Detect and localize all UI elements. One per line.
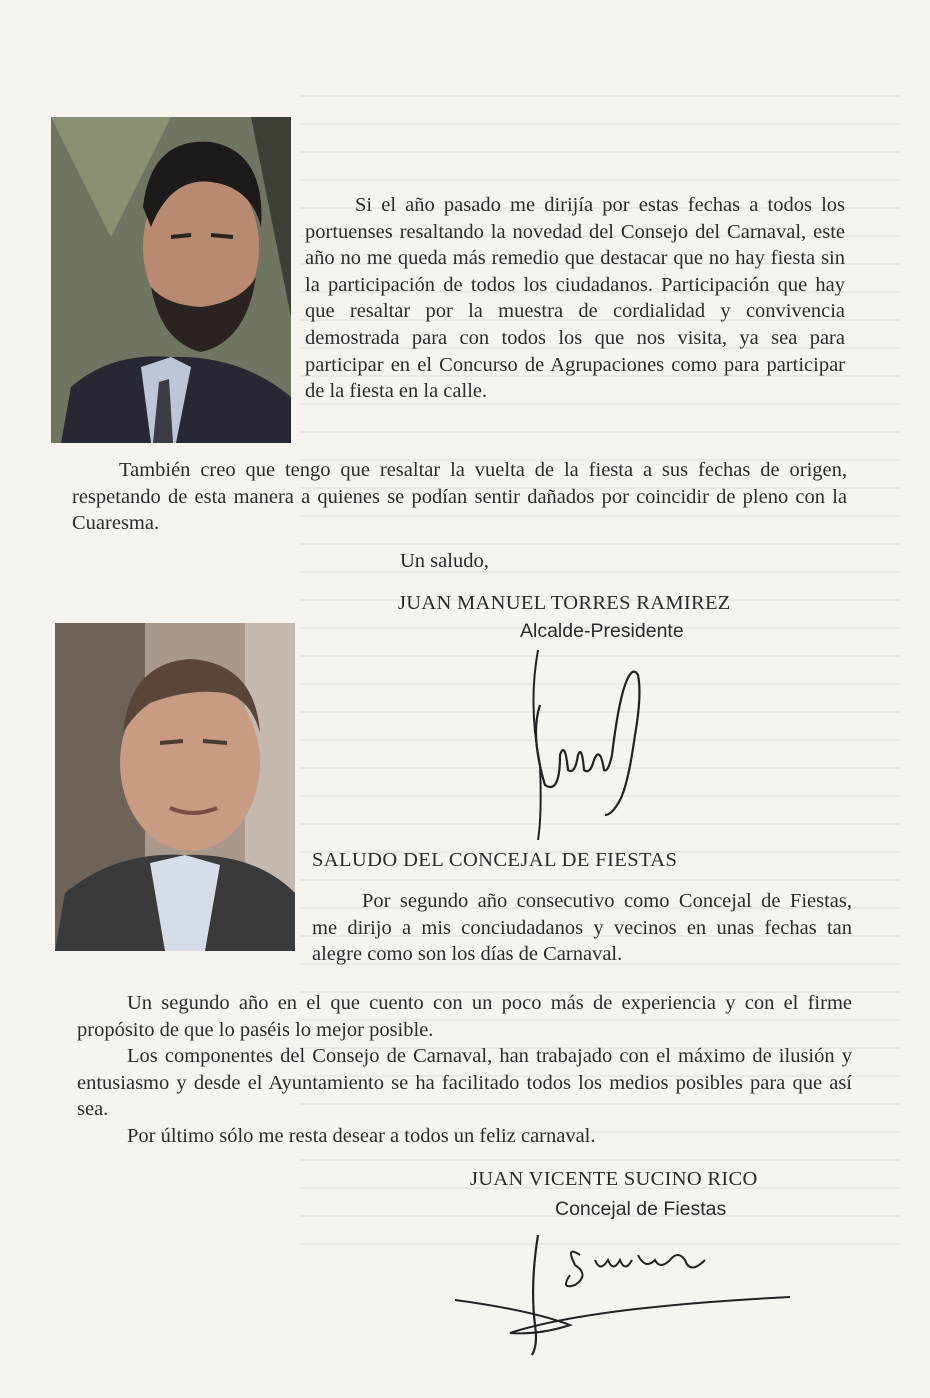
councillor-signature — [450, 1215, 810, 1365]
mayor-letter-paragraph-1: Si el año pasado me dirijía por estas fechas a todos los portuenses resaltando la novedad del Consejo del Carnaval, este año no me queda más remedio que destacar que no hay fiesta sin la participación de todos los ciudadanos. Participación que hay que resaltar por la muestra de cordialidad y convivencia demostrada para con todos los que nos visita, ya sea para participar en el Concurso de Agrupaciones como para participar de la fiesta en la calle. — [305, 194, 845, 403]
councillor-greeting-heading: SALUDO DEL CONCEJAL DE FIESTAS — [312, 849, 678, 871]
greeting: Un saludo, — [400, 550, 489, 572]
mayor-letter-paragraph-2: También creo que tengo que resaltar la vuelta de la fiesta a sus fechas de origen, respetando de esta manera a quienes se podían sentir dañados por coincidir de pleno con la Cuaresma. — [72, 459, 847, 535]
councillor-letter-body — [77, 990, 852, 1150]
councillor-letter-paragraph-2: Un segundo año en el que cuento con un poco más de experiencia y con el firme propósito de que lo paséis lo mejor posible. — [77, 992, 852, 1041]
mayor-title: Alcalde-Presidente — [520, 620, 684, 642]
councillor-name: JUAN VICENTE SUCINO RICO — [470, 1168, 758, 1190]
councillor-title: Concejal de Fiestas — [555, 1198, 727, 1220]
mayor-name: JUAN MANUEL TORRES RAMIREZ — [398, 592, 731, 614]
mayor-portrait-photo — [51, 117, 291, 443]
councillor-letter-paragraph-4: Por último sólo me resta desear a todos un feliz carnaval. — [127, 1124, 596, 1147]
councillor-letter-paragraph-1: Por segundo año consecutivo como Concejal de Fiestas, me dirijo a mis conciudadanos y vecinos en unas fechas tan alegre como son los días de Carnaval. — [312, 890, 852, 966]
councillor-letter-paragraph-3: Los componentes del Consejo de Carnaval, han trabajado con el máximo de ilusión y entusiasmo y desde el Ayuntamiento se ha facilitado todos los medios posibles para que así sea. — [77, 1045, 852, 1121]
mayor-signature — [520, 645, 660, 845]
councillor-portrait-photo — [55, 623, 295, 951]
